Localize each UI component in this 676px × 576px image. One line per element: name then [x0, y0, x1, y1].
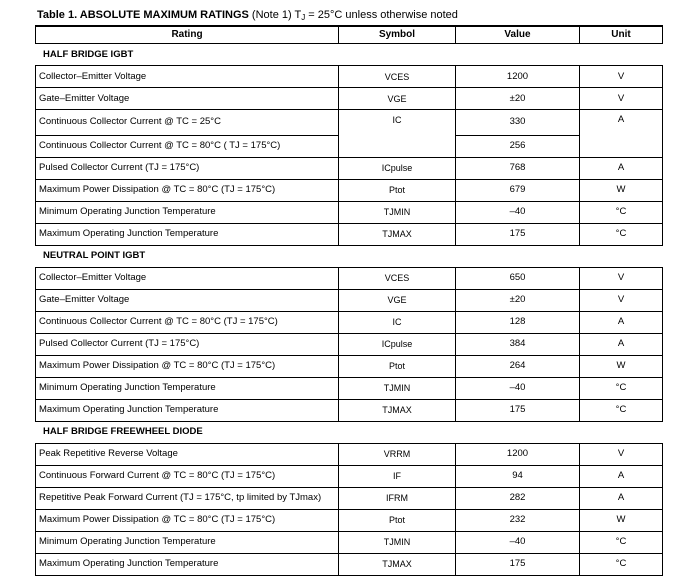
unit-cell: W	[580, 179, 663, 201]
section-row	[36, 44, 663, 66]
rating-cell: Repetitive Peak Forward Current (TJ = 175°C, tp limited by TJmax)	[36, 487, 339, 509]
section-title: HALF BRIDGE FREEWHEEL DIODE	[36, 421, 663, 443]
value-cell: 256	[456, 135, 580, 157]
symbol-cell: Ptot	[339, 509, 456, 531]
value-cell: ±20	[456, 289, 580, 311]
value-cell: 282	[456, 487, 580, 509]
table-row	[36, 110, 663, 136]
unit-cell: V	[580, 267, 663, 289]
unit-cell: W	[580, 509, 663, 531]
header-rating: Rating	[36, 26, 339, 44]
unit-cell: V	[580, 443, 663, 465]
rating-cell: Pulsed Collector Current (TJ = 175°C)	[36, 157, 339, 179]
unit-cell: °C	[580, 553, 663, 575]
rating-cell: Continuous Forward Current @ TC = 80°C (TJ = 175°C)	[36, 465, 339, 487]
header-value: Value	[456, 26, 580, 44]
unit-cell: V	[580, 66, 663, 88]
unit-cell: °C	[580, 201, 663, 223]
value-cell: 175	[456, 553, 580, 575]
rating-cell: Continuous Collector Current @ TC = 80°C ( TJ = 175°C)	[36, 135, 339, 157]
rating-cell: Gate–Emitter Voltage	[36, 289, 339, 311]
value-cell: 330	[456, 110, 580, 136]
value-cell: 679	[456, 179, 580, 201]
rating-cell: Maximum Operating Junction Temperature	[36, 223, 339, 245]
unit-cell	[580, 135, 663, 157]
table-row	[36, 179, 663, 201]
unit-cell: °C	[580, 377, 663, 399]
section-row	[36, 421, 663, 443]
rating-cell: Continuous Collector Current @ TC = 80°C (TJ = 175°C)	[36, 311, 339, 333]
symbol-cell: VCES	[339, 66, 456, 88]
symbol-cell: ICpulse	[339, 157, 456, 179]
table-row	[36, 531, 663, 553]
table-row	[36, 355, 663, 377]
value-cell: 1200	[456, 443, 580, 465]
table-row	[36, 223, 663, 245]
value-cell: 232	[456, 509, 580, 531]
table-row	[36, 88, 663, 110]
table-row	[36, 553, 663, 575]
symbol-cell: VGE	[339, 88, 456, 110]
unit-cell: V	[580, 88, 663, 110]
rating-cell: Collector–Emitter Voltage	[36, 66, 339, 88]
rating-cell: Minimum Operating Junction Temperature	[36, 201, 339, 223]
unit-cell: W	[580, 355, 663, 377]
section-row	[36, 245, 663, 267]
unit-cell: V	[580, 289, 663, 311]
table-title: Table 1. ABSOLUTE MAXIMUM RATINGS	[37, 9, 249, 21]
section-title: NEUTRAL POINT IGBT	[36, 245, 663, 267]
value-cell: 128	[456, 311, 580, 333]
symbol-cell: IC	[339, 110, 456, 136]
symbol-cell: TJMIN	[339, 531, 456, 553]
table-row	[36, 487, 663, 509]
unit-cell: A	[580, 157, 663, 179]
unit-cell: °C	[580, 531, 663, 553]
section-title: HALF BRIDGE IGBT	[36, 44, 663, 66]
rating-cell: Maximum Power Dissipation @ TC = 80°C (TJ = 175°C)	[36, 509, 339, 531]
unit-cell: A	[580, 487, 663, 509]
value-cell: 175	[456, 399, 580, 421]
table-row	[36, 443, 663, 465]
table-row	[36, 465, 663, 487]
symbol-cell: IC	[339, 311, 456, 333]
table-row	[36, 157, 663, 179]
table-row	[36, 399, 663, 421]
rating-cell: Pulsed Collector Current (TJ = 175°C)	[36, 333, 339, 355]
symbol-cell: VGE	[339, 289, 456, 311]
table-row	[36, 135, 663, 157]
symbol-cell: TJMAX	[339, 553, 456, 575]
value-cell: 1200	[456, 66, 580, 88]
rating-cell: Collector–Emitter Voltage	[36, 267, 339, 289]
rating-cell: Minimum Operating Junction Temperature	[36, 377, 339, 399]
value-cell: ±20	[456, 88, 580, 110]
table-row	[36, 66, 663, 88]
symbol-cell	[339, 135, 456, 157]
rating-cell: Maximum Power Dissipation @ TC = 80°C (TJ = 175°C)	[36, 179, 339, 201]
table-row	[36, 377, 663, 399]
symbol-cell: TJMAX	[339, 399, 456, 421]
table-row	[36, 333, 663, 355]
symbol-cell: IFRM	[339, 487, 456, 509]
rating-cell: Continuous Collector Current @ TC = 25°C	[36, 110, 339, 136]
value-cell: 650	[456, 267, 580, 289]
rating-cell: Minimum Operating Junction Temperature	[36, 531, 339, 553]
symbol-cell: VRRM	[339, 443, 456, 465]
value-cell: 384	[456, 333, 580, 355]
rating-cell: Maximum Operating Junction Temperature	[36, 399, 339, 421]
header-row	[36, 26, 663, 44]
symbol-cell: IF	[339, 465, 456, 487]
unit-cell: °C	[580, 223, 663, 245]
header-unit: Unit	[580, 26, 663, 44]
table-row	[36, 311, 663, 333]
rating-cell: Maximum Power Dissipation @ TC = 80°C (TJ = 175°C)	[36, 355, 339, 377]
unit-cell: A	[580, 110, 663, 136]
rating-cell: Peak Repetitive Reverse Voltage	[36, 443, 339, 465]
header-symbol: Symbol	[339, 26, 456, 44]
value-cell: 264	[456, 355, 580, 377]
value-cell: –40	[456, 201, 580, 223]
unit-cell: A	[580, 333, 663, 355]
value-cell: –40	[456, 531, 580, 553]
symbol-cell: VCES	[339, 267, 456, 289]
table-note: (Note 1) $T_J = 25^\circ C$ unless otherwise noted	[251, 9, 458, 22]
symbol-cell: TJMIN	[339, 201, 456, 223]
rating-cell: Maximum Operating Junction Temperature	[36, 553, 339, 575]
symbol-cell: Ptot	[339, 355, 456, 377]
table-row	[36, 267, 663, 289]
symbol-cell: TJMIN	[339, 377, 456, 399]
table-row	[36, 289, 663, 311]
table-row	[36, 201, 663, 223]
unit-cell: A	[580, 465, 663, 487]
table-row	[36, 509, 663, 531]
symbol-cell: ICpulse	[339, 333, 456, 355]
rating-cell: Gate–Emitter Voltage	[36, 88, 339, 110]
symbol-cell: Ptot	[339, 179, 456, 201]
value-cell: 94	[456, 465, 580, 487]
unit-cell: A	[580, 311, 663, 333]
table-caption	[37, 9, 458, 22]
value-cell: 768	[456, 157, 580, 179]
unit-cell: °C	[580, 399, 663, 421]
value-cell: 175	[456, 223, 580, 245]
table-body	[36, 44, 663, 576]
symbol-cell: TJMAX	[339, 223, 456, 245]
absolute-maximum-ratings-table	[35, 25, 663, 576]
value-cell: –40	[456, 377, 580, 399]
